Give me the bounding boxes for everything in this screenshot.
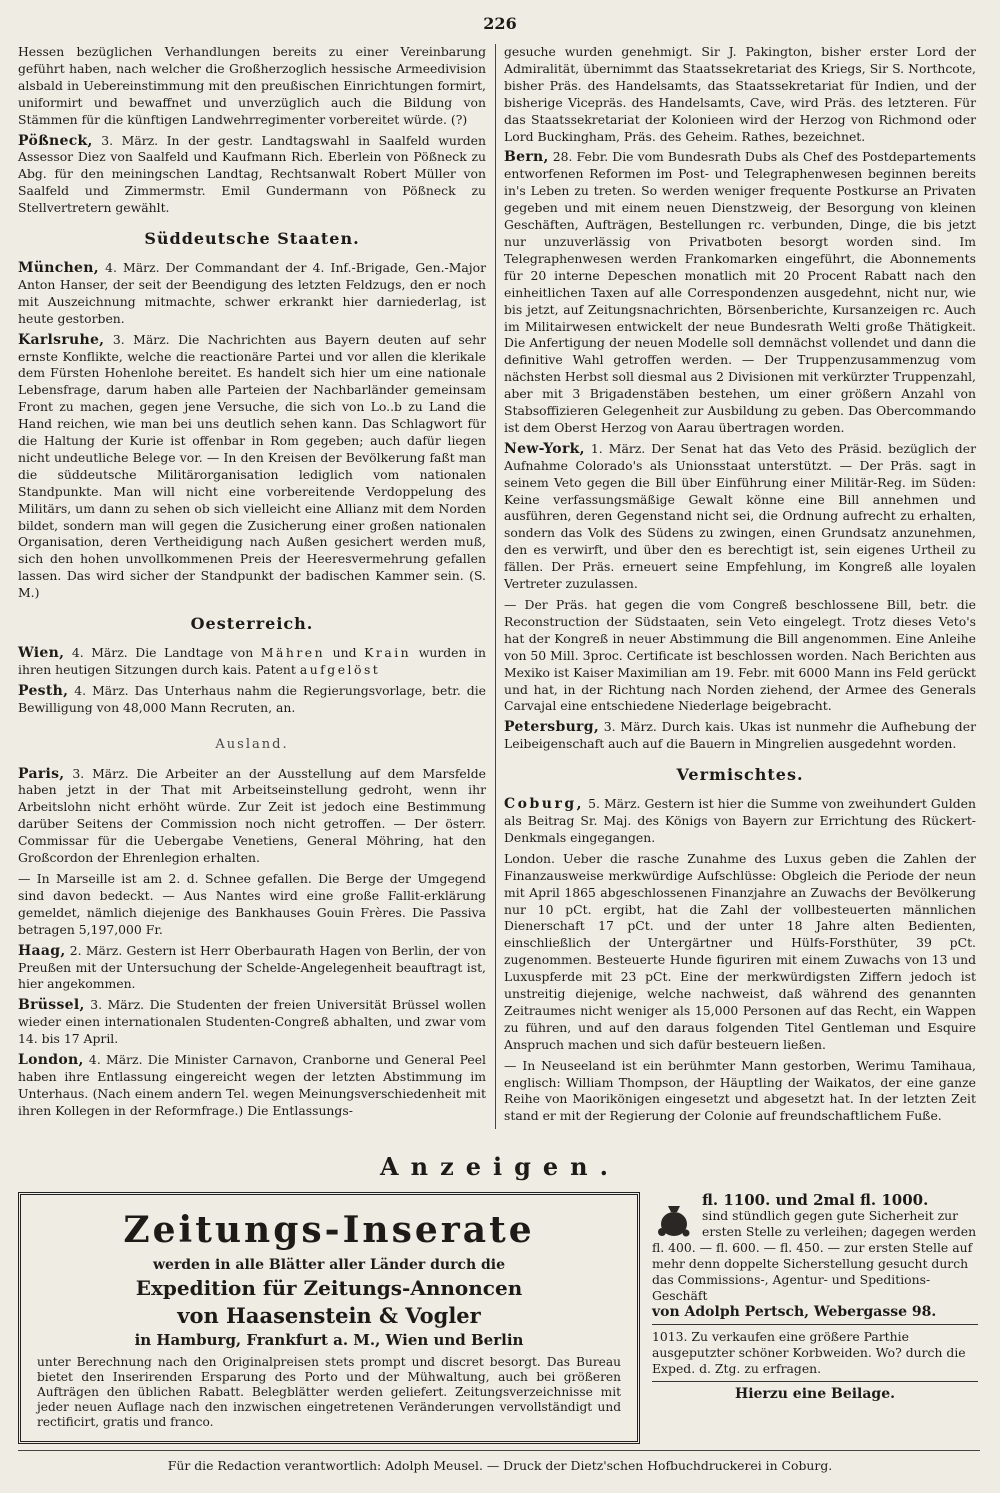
- article-text: und: [325, 645, 365, 660]
- article-text: 3. März. Die Nachrichten aus Bayern deuten auf sehr ernste Konflikte, welche die reactionäre Partei und vor allen die klerikale dem Fürsten Hohenlohe bereitet. Es handelt sich hier um eine nationale Lebensfrage, darum haben alle Parteien der Nachbarländer gemeinsam Front zu machen, gegen jene Versuche, die sich von Lo..b zu Land die Hand reichen, wie man bei uns deutlich sehen kann. Das Schlagwort für die Haltung der Kurie ist offenbar in Rom gegeben; auch dafür liegen nicht undeutliche Belege vor. — In den Kreisen der Bevölkerung faßt man die süddeutsche Militärorganisation lediglich vom nationalen Standpunkte. Man will nicht eine vorbereitende Verdoppelung des Militärs, um dann zu sehen ob sich vielleicht eine Allianz mit dem Norden bildet, sondern man will gegen die Zusicherung einer großen nationalen Organisation, deren Vertheidigung nach Außen gesichert werden muß, sich den hohen unvollkommenen Preis der Heeresvermehrung gefallen lassen. Das wird sicher der Standpunkt der badischen Kammer sein. (S. M.): [18, 331, 486, 601]
- right-column: [504, 44, 976, 1129]
- place-name: Mähren: [260, 645, 326, 660]
- article-text: 3. März. Durch kais. Ukas ist nunmehr die Aufhebung der Leibeigenschaft auch auf die Bauern in Mingrelien ausgedehnt worden.: [504, 719, 976, 752]
- dateline: Coburg,: [504, 796, 584, 813]
- article-text: wurden in ihren heutigen Sitzungen durch kais. Patent: [18, 645, 487, 677]
- imprint-footer: Für die Redaction verantwortlich: Adolph Meusel. — Druck der Dietz'schen Hofbuchdruckerei in Coburg.: [167, 1458, 833, 1473]
- dateline: Pößneck,: [18, 132, 93, 149]
- section-heading-ausland: Ausland.: [215, 736, 289, 752]
- section-heading-sueddeutsche: Süddeutsche Staaten.: [144, 229, 360, 249]
- article-paris: [18, 766, 486, 867]
- ad-korbweiden-text: Zu verkaufen eine größere Parthie ausgeputzter schöner Korbweiden. Wo? durch die Exped. d. Ztg. zu erfragen.: [652, 1329, 966, 1376]
- ad-geld: [652, 1192, 978, 1320]
- beilage-notice: Hierzu eine Beilage.: [734, 1386, 896, 1402]
- ad-geld-head: fl. 1100. und 2mal fl. 1000.: [702, 1191, 929, 1209]
- footer-rule: [18, 1450, 980, 1451]
- ad-divider: [652, 1381, 978, 1382]
- article-coburg: [504, 796, 976, 847]
- article-text: 2. März. Gestern ist Herr Oberbaurath Hagen von Berlin, der von Preußen mit der Untersuchung der Schelde-Angelegenheit beauftragt ist, hier angekommen.: [18, 942, 486, 992]
- dateline: Bern,: [504, 149, 549, 166]
- article-poessneck: [18, 133, 486, 218]
- ad-geld-signature: von Adolph Pertsch, Webergasse 98.: [652, 1304, 937, 1320]
- article-text: 3. März. In der gestr. Landtagswahl in Saalfeld wurden Assessor Diez von Saalfeld und Kaufmann Rich. Eberlein von Pößneck zu Abg. für den meiningschen Landtag, Rechtsanwalt Robert Müller von Saalfeld und Zimmermstr. Emil Gundermann von Pößneck zu Stellvertretern gewählt.: [18, 132, 486, 216]
- ad-line: in Hamburg, Frankfurt a. M., Wien und Berlin: [134, 1331, 524, 1349]
- ad-number: 1013.: [652, 1329, 688, 1344]
- article-karlsruhe: [18, 332, 486, 603]
- article-veto: — Der Präs. hat gegen die vom Congreß beschlossene Bill, betr. die Reconstruction der Südstaaten, sein Veto eingelegt. Trotz dieses Veto's hat der Kongreß in neuer Abstimmung die Bill angenommen. Eine Anleihe von 50 Mill. 3proc. Certificate ist beschlossen worden. Nach Berichten aus Mexiko ist Kaiser Maximilian am 19. Febr. mit 6000 Mann ins Feld gerückt und hat, in der Richtung nach Norden ziehend, der Armee des Generals Carvajal eine entschiedene Niederlage beigebracht.: [504, 597, 976, 714]
- ad-column-right: [652, 1192, 978, 1402]
- article-text: 4. März. Die Landtage von: [64, 645, 261, 660]
- article-text: 5. März. Gestern ist hier die Summe von zweihundert Gulden als Beitrag Sr. Maj. des Königs von Bayern zur Errichtung des Rückert-Denkmals eingegangen.: [504, 796, 976, 845]
- article-bern: [504, 149, 976, 436]
- section-heading-vermischtes: Vermischtes.: [676, 765, 804, 785]
- dateline: Petersburg,: [504, 719, 599, 736]
- column-rule: [495, 44, 496, 1129]
- article-haag: [18, 943, 486, 994]
- ad-line: Expedition für Zeitungs-Annoncen: [135, 1276, 523, 1300]
- anzeigen-heading: Anzeigen.: [380, 1152, 620, 1181]
- dateline: Haag,: [18, 942, 66, 959]
- article-pesth: [18, 683, 486, 717]
- page-number: 226: [483, 14, 517, 33]
- ad-title: Zeitungs-Inserate: [123, 1209, 535, 1251]
- ad-geld-text: sind stündlich gegen gute Sicherheit zur ersten Stelle zu verleihen; dagegen werden fl. 400. — fl. 600. — fl. 450. — zur ersten Stelle auf mehr denn doppelte Sicherstellung gesucht durch das Commissions-, Agentur- und Speditions-Geschäft: [652, 1208, 977, 1303]
- dateline: Brüssel,: [18, 997, 85, 1014]
- ad-divider: [652, 1324, 978, 1325]
- article-text: 4. März. Der Commandant der 4. Inf.-Brigade, Gen.-Major Anton Hanser, der seit der Beendigung des letzten Feldzugs, den er noch mit Auszeichnung mitmachte, schwer erkrankt hier darniederlag, ist heute gestorben.: [18, 259, 486, 326]
- dateline: Karlsruhe,: [18, 331, 105, 348]
- article-bruessel: [18, 997, 486, 1048]
- dateline: London,: [18, 1052, 84, 1069]
- dateline: New-York,: [504, 440, 585, 457]
- ad-korbweiden: [652, 1329, 978, 1377]
- article-hessen: Hessen bezüglichen Verhandlungen bereits zu einer Vereinbarung geführt haben, nach welcher die Großherzoglich hessische Armeedivision alsbald in Uebereinstimmung mit den preußischen Einrichtungen formirt, uniformirt und bewaffnet und unverzüglich auch die Bildung von Stämmen für die künftigen Landwehrregimenter vorbereitet würde. (?): [18, 44, 486, 127]
- left-column: [18, 44, 486, 1124]
- article-petersburg: [504, 719, 976, 753]
- article-text: 3. März. Die Studenten der freien Universität Brüssel wollen wieder einen internationalen Studenten-Congreß abhalten, und zwar vom 14. bis 17 April.: [18, 997, 486, 1047]
- article-london-continued: gesuche wurden genehmigt. Sir J. Pakington, bisher erster Lord der Admiralität, übernimmt das Staatssekretariat des Kriegs, Sir S. Northcote, bisher Präs. des Handelsamts, das Staatssekretariat für Indien, und der bisherige Vicepräs. des Handelsamts, Cave, wird Präs. des letzteren. Für das Staatssekretariat der Kolonieen wird der Herzog von Richmond oder Lord Buckingham, Präs. des Geheim. Rathes, bezeichnet.: [504, 44, 976, 144]
- ad-line: werden in alle Blätter aller Länder durch die: [152, 1257, 506, 1273]
- ad-zeitungs-inserate: [18, 1192, 640, 1444]
- article-neuseeland: — In Neuseeland ist ein berühmter Mann gestorben, Werimu Tamihaua, englisch: William Thompson, der Häuptling der Waikatos, der eine ganze Reihe von Maorikönigen eingesetzt und abgesetzt hat. In der letzten Zeit stand er mit der Regierung der Colonie auf freundschaftlichem Fuße.: [504, 1057, 976, 1124]
- article-new-york: [504, 441, 976, 593]
- article-london-luxus: London. Ueber die rasche Zunahme des Luxus geben die Zahlen der Finanzausweise merkwürdige Aufschlüsse: Obgleich die Periode der neun mit April 1865 abgeschlossenen Finanzjahre an Zuwachs der Bevölkerung nur 10 pCt. ergibt, hat die Zahl der vollbesteuerten männlichen Dienerschaft 17 pCt. und der unter 18 Jahre alten Bedienten, einschließlich der Untergärtner und Hülfs-Forsthüter, 39 pCt. zugenommen. Besteuerte Hunde figuriren mit einem Zuwachs von 13 und Luxuspferde mit 23 pCt. Eine der merkwürdigsten Ziffern jedoch ist unstreitig diejenige, welche nachweist, daß während des genannten Zeitraumes nicht weniger als 15,000 Personen auf das Recht, ein Wappen zu führen, und auf den daraus folgenden Titel Gentleman und Esquire Anspruch machen und sich dafür besteuern ließen.: [504, 850, 976, 1052]
- emphasis: aufgelöst: [299, 661, 381, 677]
- section-heading-oesterreich: Oesterreich.: [190, 614, 314, 634]
- dateline: Paris,: [18, 765, 65, 782]
- ad-body: unter Berechnung nach den Originalpreisen stets prompt und discret besorgt. Das Bureau bietet den Inserirenden Ersparung des Porto und der Mühwaltung, auch bei größeren Aufträgen den üblichen Rabatt. Belegblätter werden geliefert. Zeitungsverzeichnisse mit jeder neuen Auflage nach den inzwischen eingetretenen Veränderungen vervollständigt und rectificirt, gratis und franco.: [37, 1355, 621, 1429]
- article-wien: [18, 645, 486, 679]
- article-london: [18, 1052, 486, 1120]
- article-text: 4. März. Die Minister Carnavon, Cranborne und General Peel haben ihre Entlassung eingereicht wegen der letzten Abstimmung im Unterhaus. (Nach einem andern Tel. wegen Meinungsverschiedenheit mit ihren Kollegen in der Reformfrage.) Die Entlassungs-: [18, 1052, 486, 1118]
- dateline: Wien,: [18, 645, 65, 661]
- article-muenchen: [18, 260, 486, 328]
- article-text: 3. März. Die Arbeiter an der Ausstellung auf dem Marsfelde haben jetzt in der That mit Arbeitseinstellung gedroht, wenn ihr Arbeitslohn nicht erhöht würde. Zur Zeit ist jedoch eine Bestimmung darüber Seitens der Commission noch nicht getroffen. — Der österr. Commissar für die Uebergabe Venetiens, General Möhring, hat den Großcordon der Ehrenlegion erhalten.: [18, 765, 486, 866]
- article-text: 1. März. Der Senat hat das Veto des Präsid. bezüglich der Aufnahme Colorado's als Unionsstaat unterstützt. — Der Präs. sagt in seinem Veto gegen die Bill über Einführung einer Militär-Reg. im Süden: Keine verfassungsmäßige Gewalt könne eine Bill annehmen und ausführen, deren Gegenstand nicht sei, die Ordnung aufrecht zu erhalten, sondern das Volk des Südens zu zwingen, einen Grundsatz anzunehmen, den es verwirft, und über den es berechtigt ist, sein eigenes Urtheil zu fällen. Der Präs. erneuert seine Empfehlung, im Kongreß alle loyalen Vertreter zuzulassen.: [504, 440, 976, 592]
- article-text: 28. Febr. Die vom Bundesrath Dubs als Chef des Postdepartements entworfenen Reformen im Post- und Telegraphenwesen beginnen bereits in's Leben zu treten. So werden weniger frequente Postkurse an Privaten gegeben und mit einem neuen Dienstzweig, der Besorgung von kleinen Geschäften, Aufträgen, Bestellungen rc. verbunden, Dinge, die bis jetzt nur unzuverlässig von Privatboten besorgt worden sind. Im Telegraphenwesen werden Frankomarken eingeführt, die Abonnements für 20 interne Depeschen monatlich mit 20 Procent Rabatt nach den einheitlichen Taxen auf alle Correspondenzen ausgedehnt, nicht nur, wie bis jetzt, auf Zeitungsnachrichten, Börsenberichte, Kursanzeigen rc. Auch im Militairwesen entwickelt der neue Bundesrath Welti große Thätigkeit. Die Anfertigung der neuen Modelle soll demnächst vollendet und dann die definitive Wahl getroffen werden. — Der Truppenzusammenzug vom nächsten Herbst soll diesmal aus 2 Divisionen mit verkürzter Truppenzahl, aber mit 3 Brigadenstäben bestehen, um einer größern Anzahl von Stabsoffizieren Gelegenheit zur Ausbildung zu geben. Das Obercommando ist dem Oberst Herzog von Aarau übertragen worden.: [504, 149, 976, 435]
- place-name: Krain: [364, 645, 412, 660]
- dateline: Pesth,: [18, 682, 69, 699]
- ad-line: von Haasenstein & Vogler: [177, 1303, 481, 1328]
- article-text: 4. März. Das Unterhaus nahm die Regierungsvorlage, betr. die Bewilligung von 48,000 Mann Recruten, an.: [18, 682, 486, 715]
- money-bag-icon: [654, 1198, 694, 1238]
- dateline: München,: [18, 259, 99, 276]
- article-marseille: — In Marseille ist am 2. d. Schnee gefallen. Die Berge der Umgegend sind davon bedeckt. — Aus Nantes wird eine große Fallit-erklärung gemeldet, nämlich diejenige des Bankhauses Gouin Frères. Die Passiva betragen 5,197,000 Fr.: [18, 870, 486, 937]
